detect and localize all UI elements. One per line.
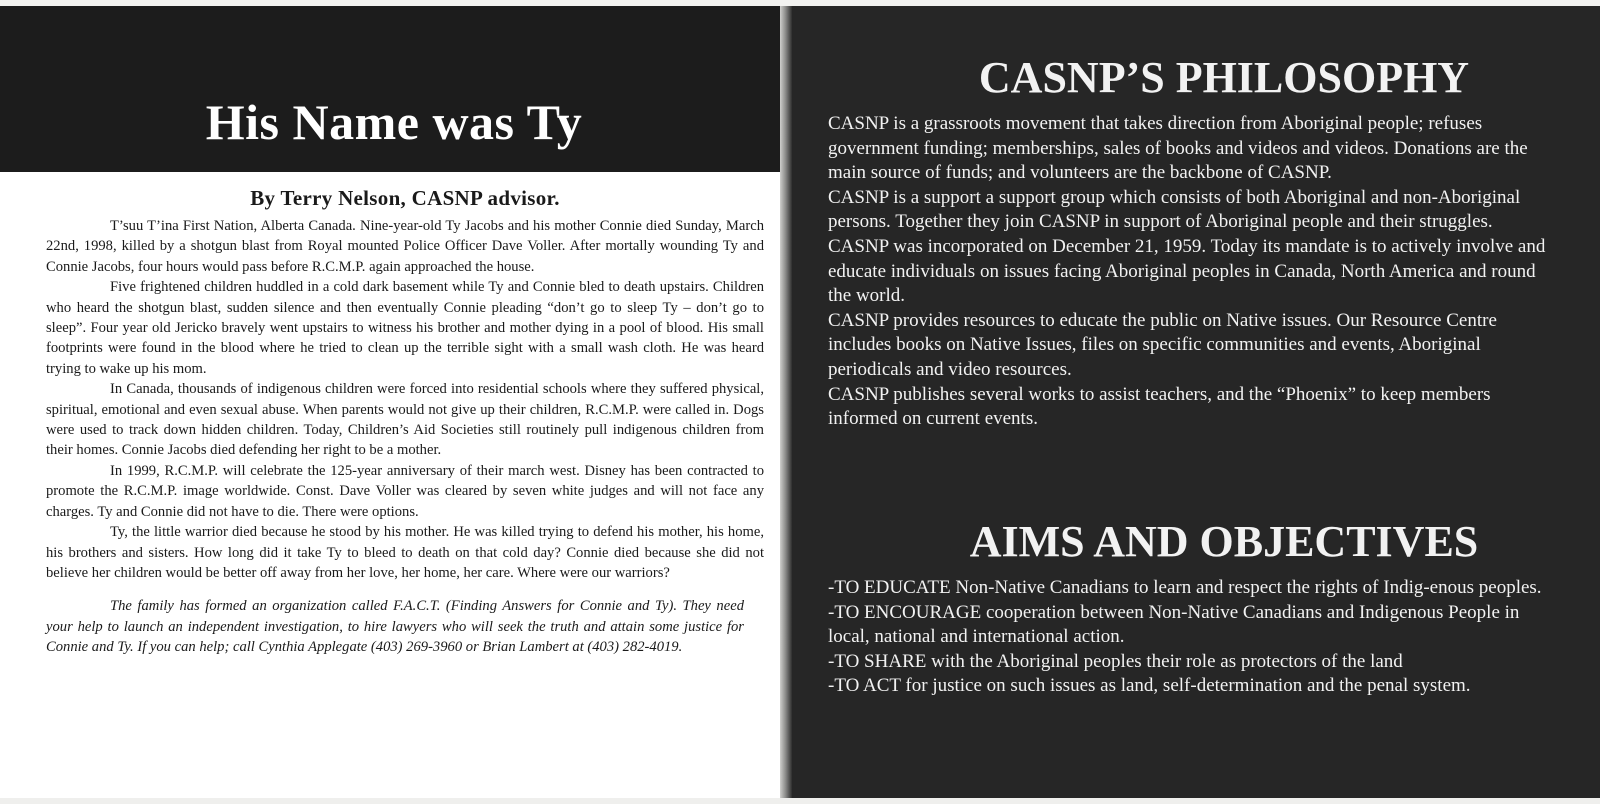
left-header-band — [0, 6, 788, 172]
aims-item: -TO SHARE with the Aboriginal peoples their role as protectors of the land — [828, 650, 1403, 672]
philosophy-paragraph: CASNP provides resources to educate the public on Native issues. Our Resource Centre includes books on Native Issues, files on specific communities and events, Aboriginal periodicals and video resources. — [828, 309, 1497, 380]
article-paragraph: In 1999, R.C.M.P. will celebrate the 125-year anniversary of their march west. Disney has been contracted to promote the R.C.M.P. image worldwide. Const. Dave Voller was cleared by seven white judges and will not face any charges. Ty and Connie did not have to die. There were options. — [46, 462, 764, 520]
philosophy-text — [828, 112, 1548, 432]
philosophy-heading: CASNP’S PHILOSOPHY — [978, 53, 1470, 102]
article-byline: By Terry Nelson, CASNP advisor. — [250, 186, 560, 210]
aims-list — [828, 576, 1548, 699]
right-page — [792, 6, 1600, 798]
scan-bottom-edge — [0, 798, 1600, 804]
article-body — [46, 184, 764, 672]
article-paragraph: Five frightened children huddled in a cold dark basement while Ty and Connie bled to death upstairs. Children who heard the shotgun blast, sudden silence and then eventually Connie pleading “don’t go to sleep Ty – don’t go to sleep”. Four year old Jericko bravely went upstairs to witness his brother and mother dying in a pool of blood. His small footprints were found in the blood where he tried to clean up the terrible sight with a small wash cloth. He was heard trying to wake up his mom. — [46, 279, 764, 377]
aims-item: -TO ACT for justice on such issues as land, self-determination and the penal system. — [828, 675, 1471, 697]
aims-item: -TO EDUCATE Non-Native Canadians to learn and respect the rights of Indig-enous peoples. — [828, 577, 1542, 598]
article-paragraph: Ty, the little warrior died because he stood by his mother. He was killed trying to defend his mother, his home, his brothers and sisters. How long did it take Ty to bleed to death on that cold day? Connie died because she did not believe her children would be better off away from her love, her home, her care. Where were our warriors? — [46, 524, 764, 581]
philosophy-paragraph: CASNP publishes several works to assist teachers, and the “Phoenix” to keep members informed on current events. — [828, 383, 1491, 430]
aims-item: -TO ENCOURAGE cooperation between Non-Native Canadians and Indigenous People in local, national and international action. — [828, 601, 1520, 648]
philosophy-paragraph: CASNP was incorporated on December 21, 1959. Today its mandate is to actively involve and educate individuals on issues facing Aboriginal peoples in Canada, North America and round the world. — [828, 235, 1546, 307]
article-paragraph: T’suu T’ina First Nation, Alberta Canada. Nine-year-old Ty Jacobs and his mother Connie died Sunday, March 22nd, 1998, killed by a shotgun blast from Royal mounted Police Officer Dave Voller. After mortally wounding Ty and Connie Jacobs, four hours would pass before R.C.M.P. again approached the house. — [46, 218, 764, 275]
article-paragraph: In Canada, thousands of indigenous children were forced into residential schools where they suffered physical, spiritual, emotional and even sexual abuse. When parents would not give up their children, R.C.M.P. were called in. Dogs were used to track down hidden children. Today, Children’s Aid Societies still routinely pull indigenous children from their homes. Connie Jacobs died defending her right to be a mother. — [46, 381, 764, 459]
family-appeal: The family has formed an organization called F.A.C.T. (Finding Answers for Connie and Ty). They need your help to launch an independent investigation, to hire lawyers who will seek the truth and attain some justice for Connie and Ty. If you can help; call Cynthia Applegate (403) 269-3960 or Brian Lambert at (403) 282-4019. — [46, 598, 744, 656]
left-page — [0, 6, 788, 798]
philosophy-paragraph: CASNP is a support a support group which consists of both Aboriginal and non-Aboriginal persons. Together they join CASNP in support of Aboriginal people and their struggles. — [828, 186, 1521, 233]
article-title: His Name was Ty — [205, 94, 583, 150]
philosophy-paragraph: CASNP is a grassroots movement that takes direction from Aboriginal people; refuses government funding; memberships, sales of books and videos and videos. Donations are the main source of funds; and volunteers are the backbone of CASNP. — [828, 113, 1528, 184]
aims-heading: AIMS AND OBJECTIVES — [969, 517, 1479, 566]
book-spine — [780, 6, 792, 798]
